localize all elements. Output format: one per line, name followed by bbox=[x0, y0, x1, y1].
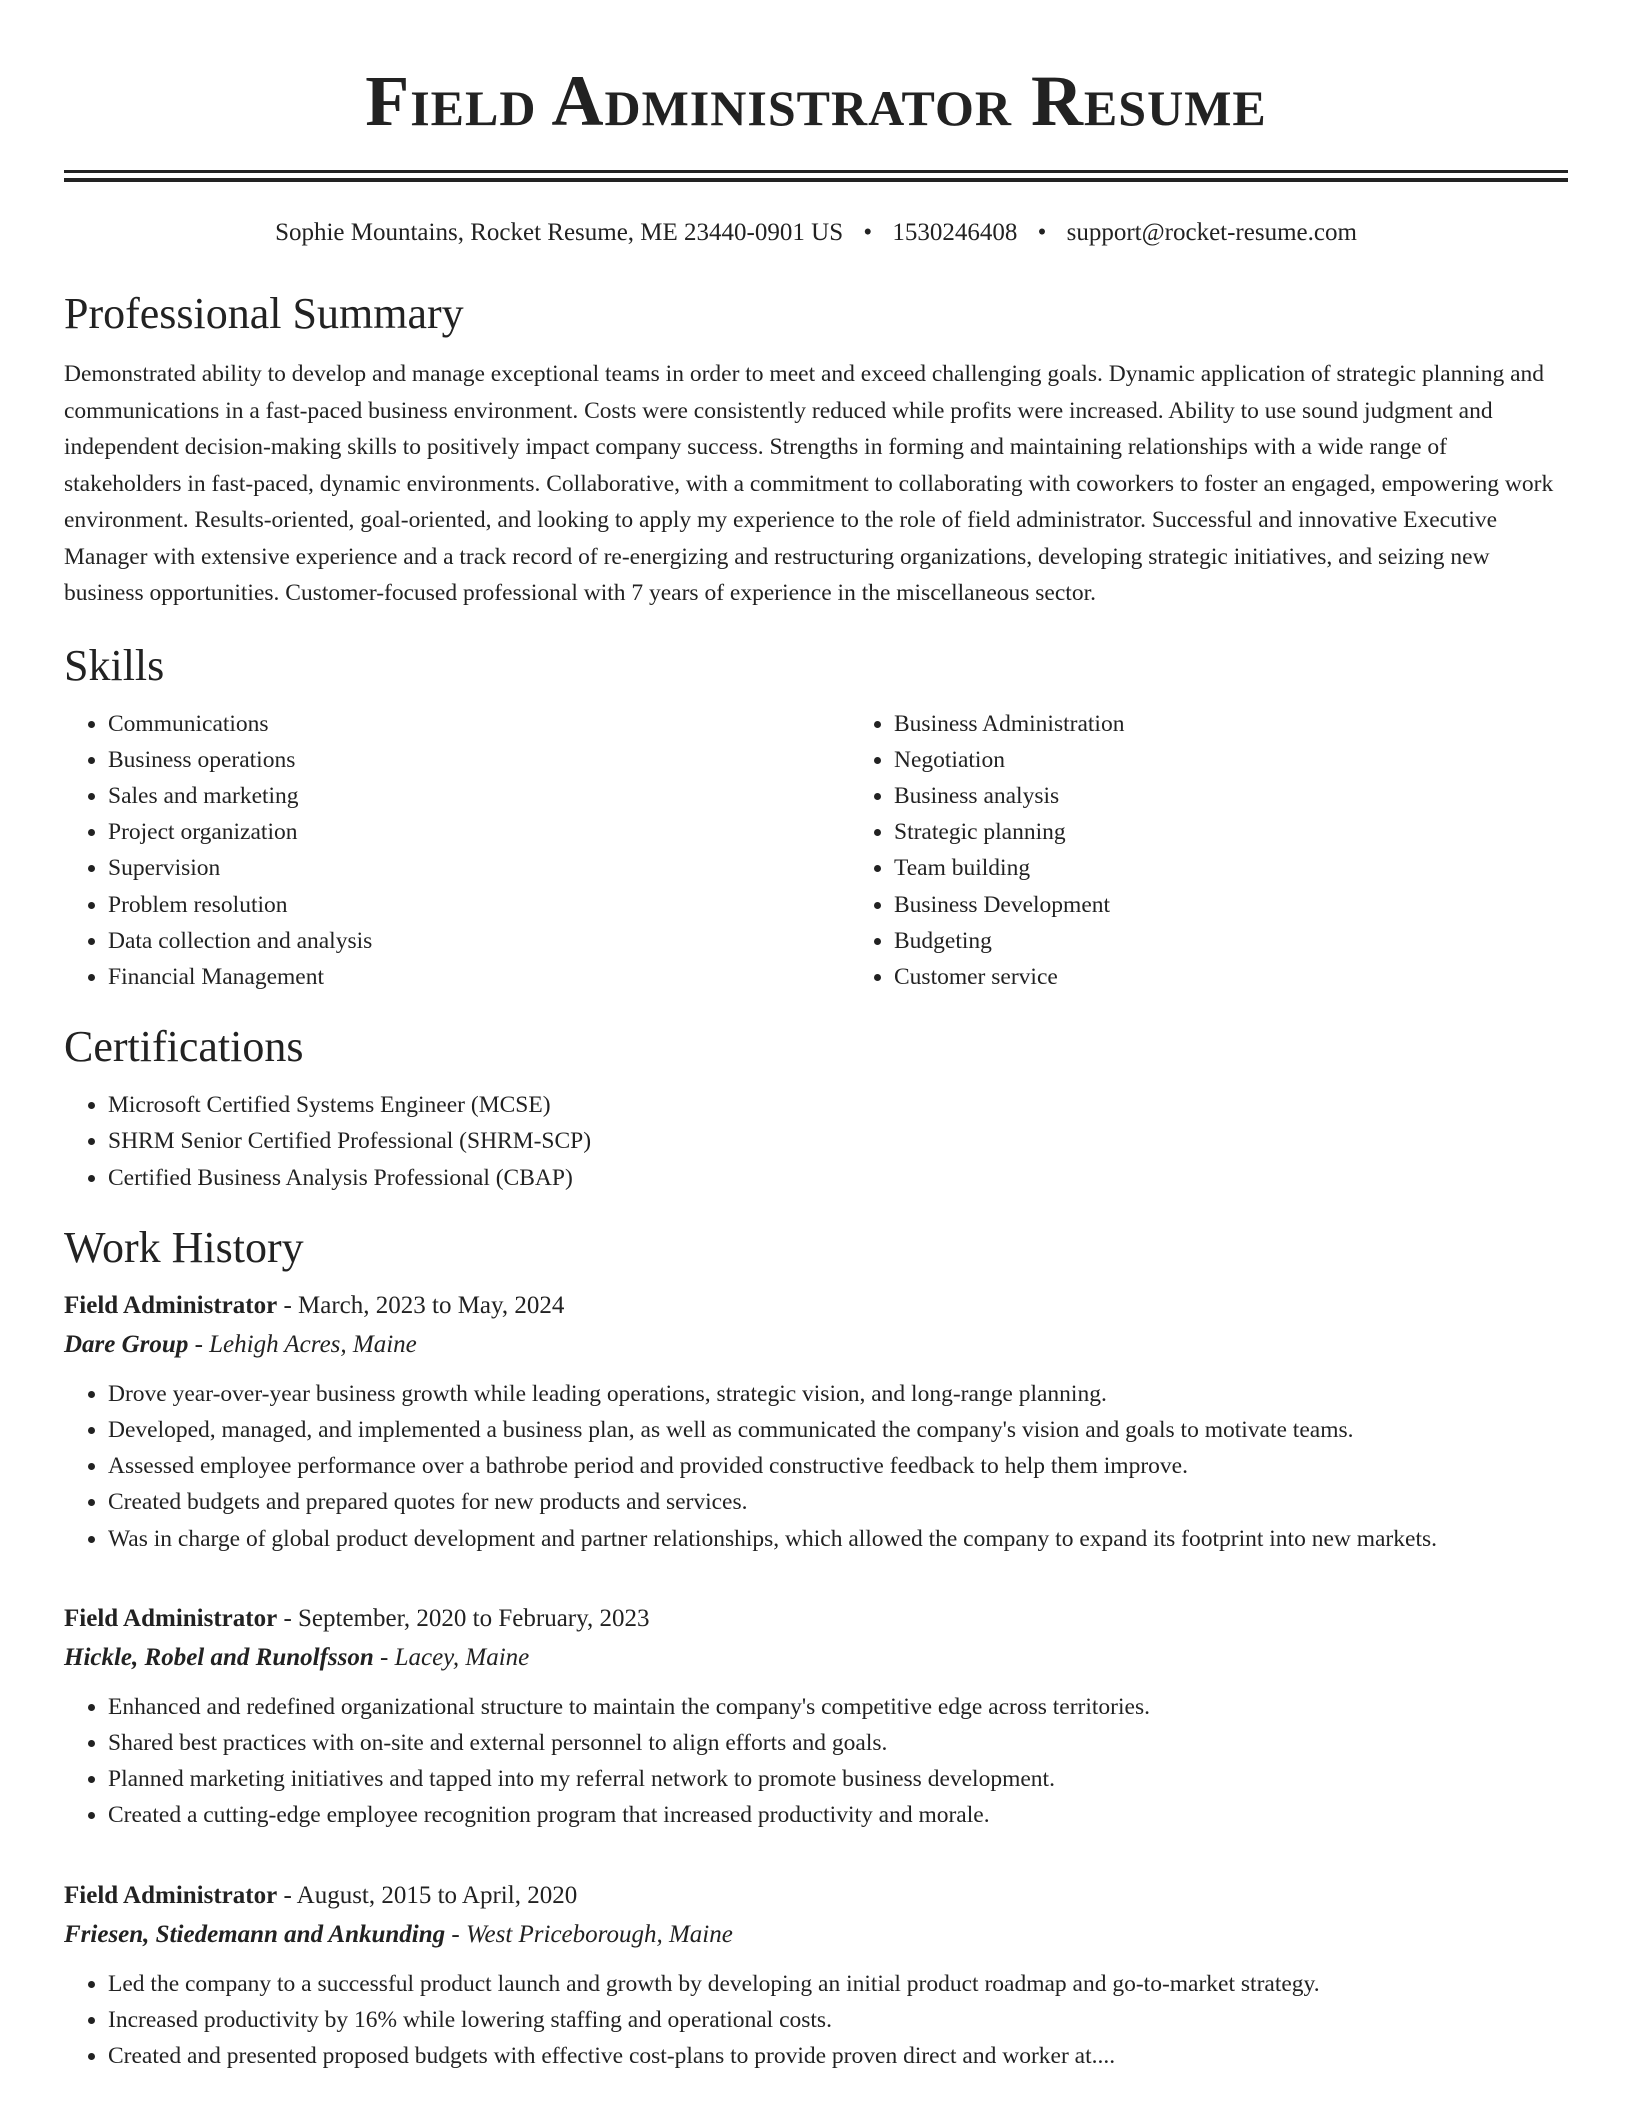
job-dates: - March, 2023 to May, 2024 bbox=[277, 1291, 565, 1319]
skill-item: • Business operations bbox=[108, 742, 850, 778]
job-entry bbox=[64, 1286, 1568, 1557]
job-bullet: • Created a cutting-edge employee recognition program that increased productivity and morale. bbox=[108, 1797, 1568, 1833]
job-bullets bbox=[64, 1689, 1568, 1834]
job-entry bbox=[64, 1599, 1568, 1834]
job-bullet: • Developed, managed, and implemented a business plan, as well as communicated the company's vision and goals to motivate teams. bbox=[108, 1412, 1568, 1448]
job-dates: - August, 2015 to April, 2020 bbox=[277, 1881, 578, 1909]
job-bullet: • Led the company to a successful product launch and growth by developing an initial product roadmap and go-to-market strategy. bbox=[108, 1966, 1568, 2002]
job-bullet: • Drove year-over-year business growth while leading operations, strategic vision, and long-range planning. bbox=[108, 1376, 1568, 1412]
skill-item: • Team building bbox=[894, 850, 1632, 886]
job-company-line bbox=[64, 1639, 1568, 1677]
skill-item: • Data collection and analysis bbox=[108, 923, 850, 959]
job-title-line bbox=[64, 1876, 1568, 1916]
job-company-line bbox=[64, 1916, 1568, 1954]
skill-item: • Communications bbox=[108, 706, 850, 742]
resume-title: Field Administrator Resume bbox=[365, 61, 1267, 141]
skill-item: • Customer service bbox=[894, 959, 1632, 995]
skills-heading: Skills bbox=[64, 640, 165, 690]
contact-email: support@rocket-resume.com bbox=[1066, 219, 1357, 246]
skill-item: • Negotiation bbox=[894, 742, 1632, 778]
certification-item: • Certified Business Analysis Professional (CBAP) bbox=[108, 1160, 1568, 1196]
job-bullet: • Created and presented proposed budgets with effective cost-plans to provide proven direct and worker at.... bbox=[108, 2038, 1568, 2074]
certifications-heading: Certifications bbox=[64, 1022, 304, 1072]
skill-item: • Sales and marketing bbox=[108, 778, 850, 814]
job-bullets bbox=[64, 1376, 1568, 1557]
contact-separator: • bbox=[1037, 219, 1047, 246]
certification-item: • Microsoft Certified Systems Engineer (MCSE) bbox=[108, 1087, 1568, 1123]
summary-heading: Professional Summary bbox=[64, 289, 464, 338]
job-bullet: • Was in charge of global product development and partner relationships, which allowed the company to expand its footprint into new markets. bbox=[108, 1521, 1568, 1557]
title-rule-bottom bbox=[64, 178, 1568, 182]
job-bullet: • Assessed employee performance over a bathrobe period and provided constructive feedback to help them improve. bbox=[108, 1448, 1568, 1484]
skill-item: • Budgeting bbox=[894, 923, 1632, 959]
job-location: - Lacey, Maine bbox=[373, 1643, 530, 1671]
skill-item: • Strategic planning bbox=[894, 814, 1632, 850]
job-company-line bbox=[64, 1326, 1568, 1364]
job-company: Friesen, Stiedemann and Ankunding bbox=[64, 1920, 446, 1948]
contact-phone: 1530246408 bbox=[892, 219, 1018, 246]
skill-item: • Financial Management bbox=[108, 959, 850, 995]
job-bullet: • Enhanced and redefined organizational structure to maintain the company's competitive edge across territories. bbox=[108, 1689, 1568, 1725]
skill-item: • Business Administration bbox=[894, 706, 1632, 742]
work-history-heading: Work History bbox=[64, 1222, 304, 1272]
job-bullet: • Increased productivity by 16% while lowering staffing and operational costs. bbox=[108, 2002, 1568, 2038]
job-title: Field Administrator bbox=[64, 1604, 278, 1632]
contact-separator: • bbox=[863, 219, 873, 246]
skills-columns bbox=[64, 706, 1568, 996]
job-location: - Lehigh Acres, Maine bbox=[188, 1330, 417, 1358]
skills-right-list bbox=[850, 706, 1632, 996]
certification-item: • SHRM Senior Certified Professional (SHRM-SCP) bbox=[108, 1123, 1568, 1159]
job-title-line bbox=[64, 1286, 1568, 1326]
skill-item: • Supervision bbox=[108, 850, 850, 886]
job-title-line bbox=[64, 1599, 1568, 1639]
job-company: Hickle, Robel and Runolfsson bbox=[64, 1643, 374, 1671]
job-location: - West Priceborough, Maine bbox=[445, 1920, 733, 1948]
skill-item: • Project organization bbox=[108, 814, 850, 850]
skill-item: • Business analysis bbox=[894, 778, 1632, 814]
job-bullet: • Created budgets and prepared quotes for new products and services. bbox=[108, 1484, 1568, 1520]
job-dates: - September, 2020 to February, 2023 bbox=[277, 1604, 650, 1632]
contact-line bbox=[64, 218, 1568, 248]
skill-item: • Business Development bbox=[894, 887, 1632, 923]
summary-text: Demonstrated ability to develop and manage exceptional teams in order to meet and exceed challenging goals. Dynamic application of strategic planning and communications in a fast-paced business environment. Costs were consistently reduced while profits were increased. Ability to use sound judgment and independent decision-making skills to positively impact company success. Strengths in forming and maintaining relationships with a wide range of stakeholders in fast-paced, dynamic environments. Collaborative, with a commitment to collaborating with coworkers to foster an engaged, empowering work environment. Results-oriented, goal-oriented, and looking to apply my experience to the role of field administrator. Successful and innovative Executive Manager with extensive experience and a track record of re-energizing and restructuring organizations, developing strategic initiatives, and seizing new business opportunities. Customer-focused professional with 7 years of experience in the miscellaneous sector. bbox=[64, 361, 1554, 606]
job-title: Field Administrator bbox=[64, 1291, 278, 1319]
contact-address: Sophie Mountains, Rocket Resume, ME 23440-0901 US bbox=[275, 219, 844, 246]
skill-item: • Problem resolution bbox=[108, 887, 850, 923]
job-bullet: • Shared best practices with on-site and external personnel to align efforts and goals. bbox=[108, 1725, 1568, 1761]
job-company: Dare Group bbox=[64, 1330, 189, 1358]
job-bullets bbox=[64, 1966, 1568, 2075]
job-entry bbox=[64, 1876, 1568, 2075]
job-title: Field Administrator bbox=[64, 1881, 278, 1909]
certifications-list bbox=[64, 1087, 1568, 1196]
title-rule-top bbox=[64, 170, 1568, 173]
skills-left-list bbox=[64, 706, 850, 996]
job-bullet: • Planned marketing initiatives and tapped into my referral network to promote business development. bbox=[108, 1761, 1568, 1797]
